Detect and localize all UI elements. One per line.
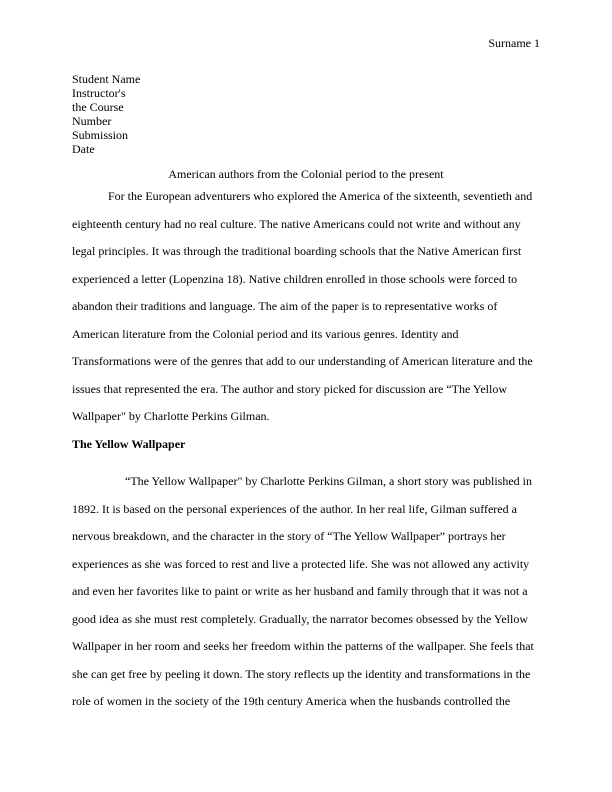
header-number: Number [72,114,112,128]
paragraph-line: 1892. It is based on the personal experiences of the author. In her real life, Gilman suffered a [72,501,517,516]
document-title: American authors from the Colonial period to the present [168,167,444,181]
paragraph-line: role of women in the society of the 19th century America when the husbands controlled the [72,694,511,708]
paragraph-line: nervous breakdown, and the character in the story of “The Yellow Wallpaper” portrays her [72,529,506,543]
paragraph-line: experiences as she was forced to rest and live a protected life. She was not allowed any activity [72,556,530,571]
running-head: Surname 1 [488,36,540,50]
student-header-block [72,72,140,156]
header-instructor: Instructor's [72,86,126,100]
paragraph-line: Wallpaper in her room and seeks her freedom within the patterns of the wallpaper. She feels that [72,639,534,653]
paragraph-line: issues that represented the era. The author and story picked for discussion are “The Yellow [72,381,507,396]
paragraph-line: abandon their traditions and language. The aim of the paper is to representative works of [72,299,498,313]
paragraph-line: experienced a letter (Lopenzina 18). Native children enrolled in those schools were forced to [72,271,518,286]
paragraph-line: American literature from the Colonial period and its various genres. Identity and [72,326,459,341]
paragraph-line: and even her favorites like to paint or write as her husband and family through that it was not a [72,584,528,598]
paragraph-line: eighteenth century had no real culture. The native Americans could not write and without any [72,216,521,231]
section-heading: The Yellow Wallpaper [72,437,186,451]
header-student-name: Student Name [72,72,141,86]
paragraph-line: Wallpaper" by Charlotte Perkins Gilman. [72,409,270,423]
header-submission: Submission [72,128,129,142]
paragraph-intro [72,183,540,431]
paragraph-line: For the European adventurers who explored the America of the sixteenth, seventieth and [108,189,533,203]
paragraph-yellow-wallpaper [72,468,540,716]
paragraph-line: “The Yellow Wallpaper" by Charlotte Perkins Gilman, a short story was published in [125,474,532,488]
header-course: the Course [72,100,124,114]
paragraph-line: she can get free by peeling it down. The story reflects up the identity and transformations in the [72,666,531,681]
paragraph-line: Transformations were of the genres that add to our understanding of American literature and the [72,354,533,368]
paragraph-line: legal principles. It was through the traditional boarding schools that the Native American first [72,244,522,258]
header-date: Date [72,142,95,156]
paragraph-line: good idea as she must rest completely. Gradually, the narrator becomes obsessed by the Yellow [72,611,528,626]
